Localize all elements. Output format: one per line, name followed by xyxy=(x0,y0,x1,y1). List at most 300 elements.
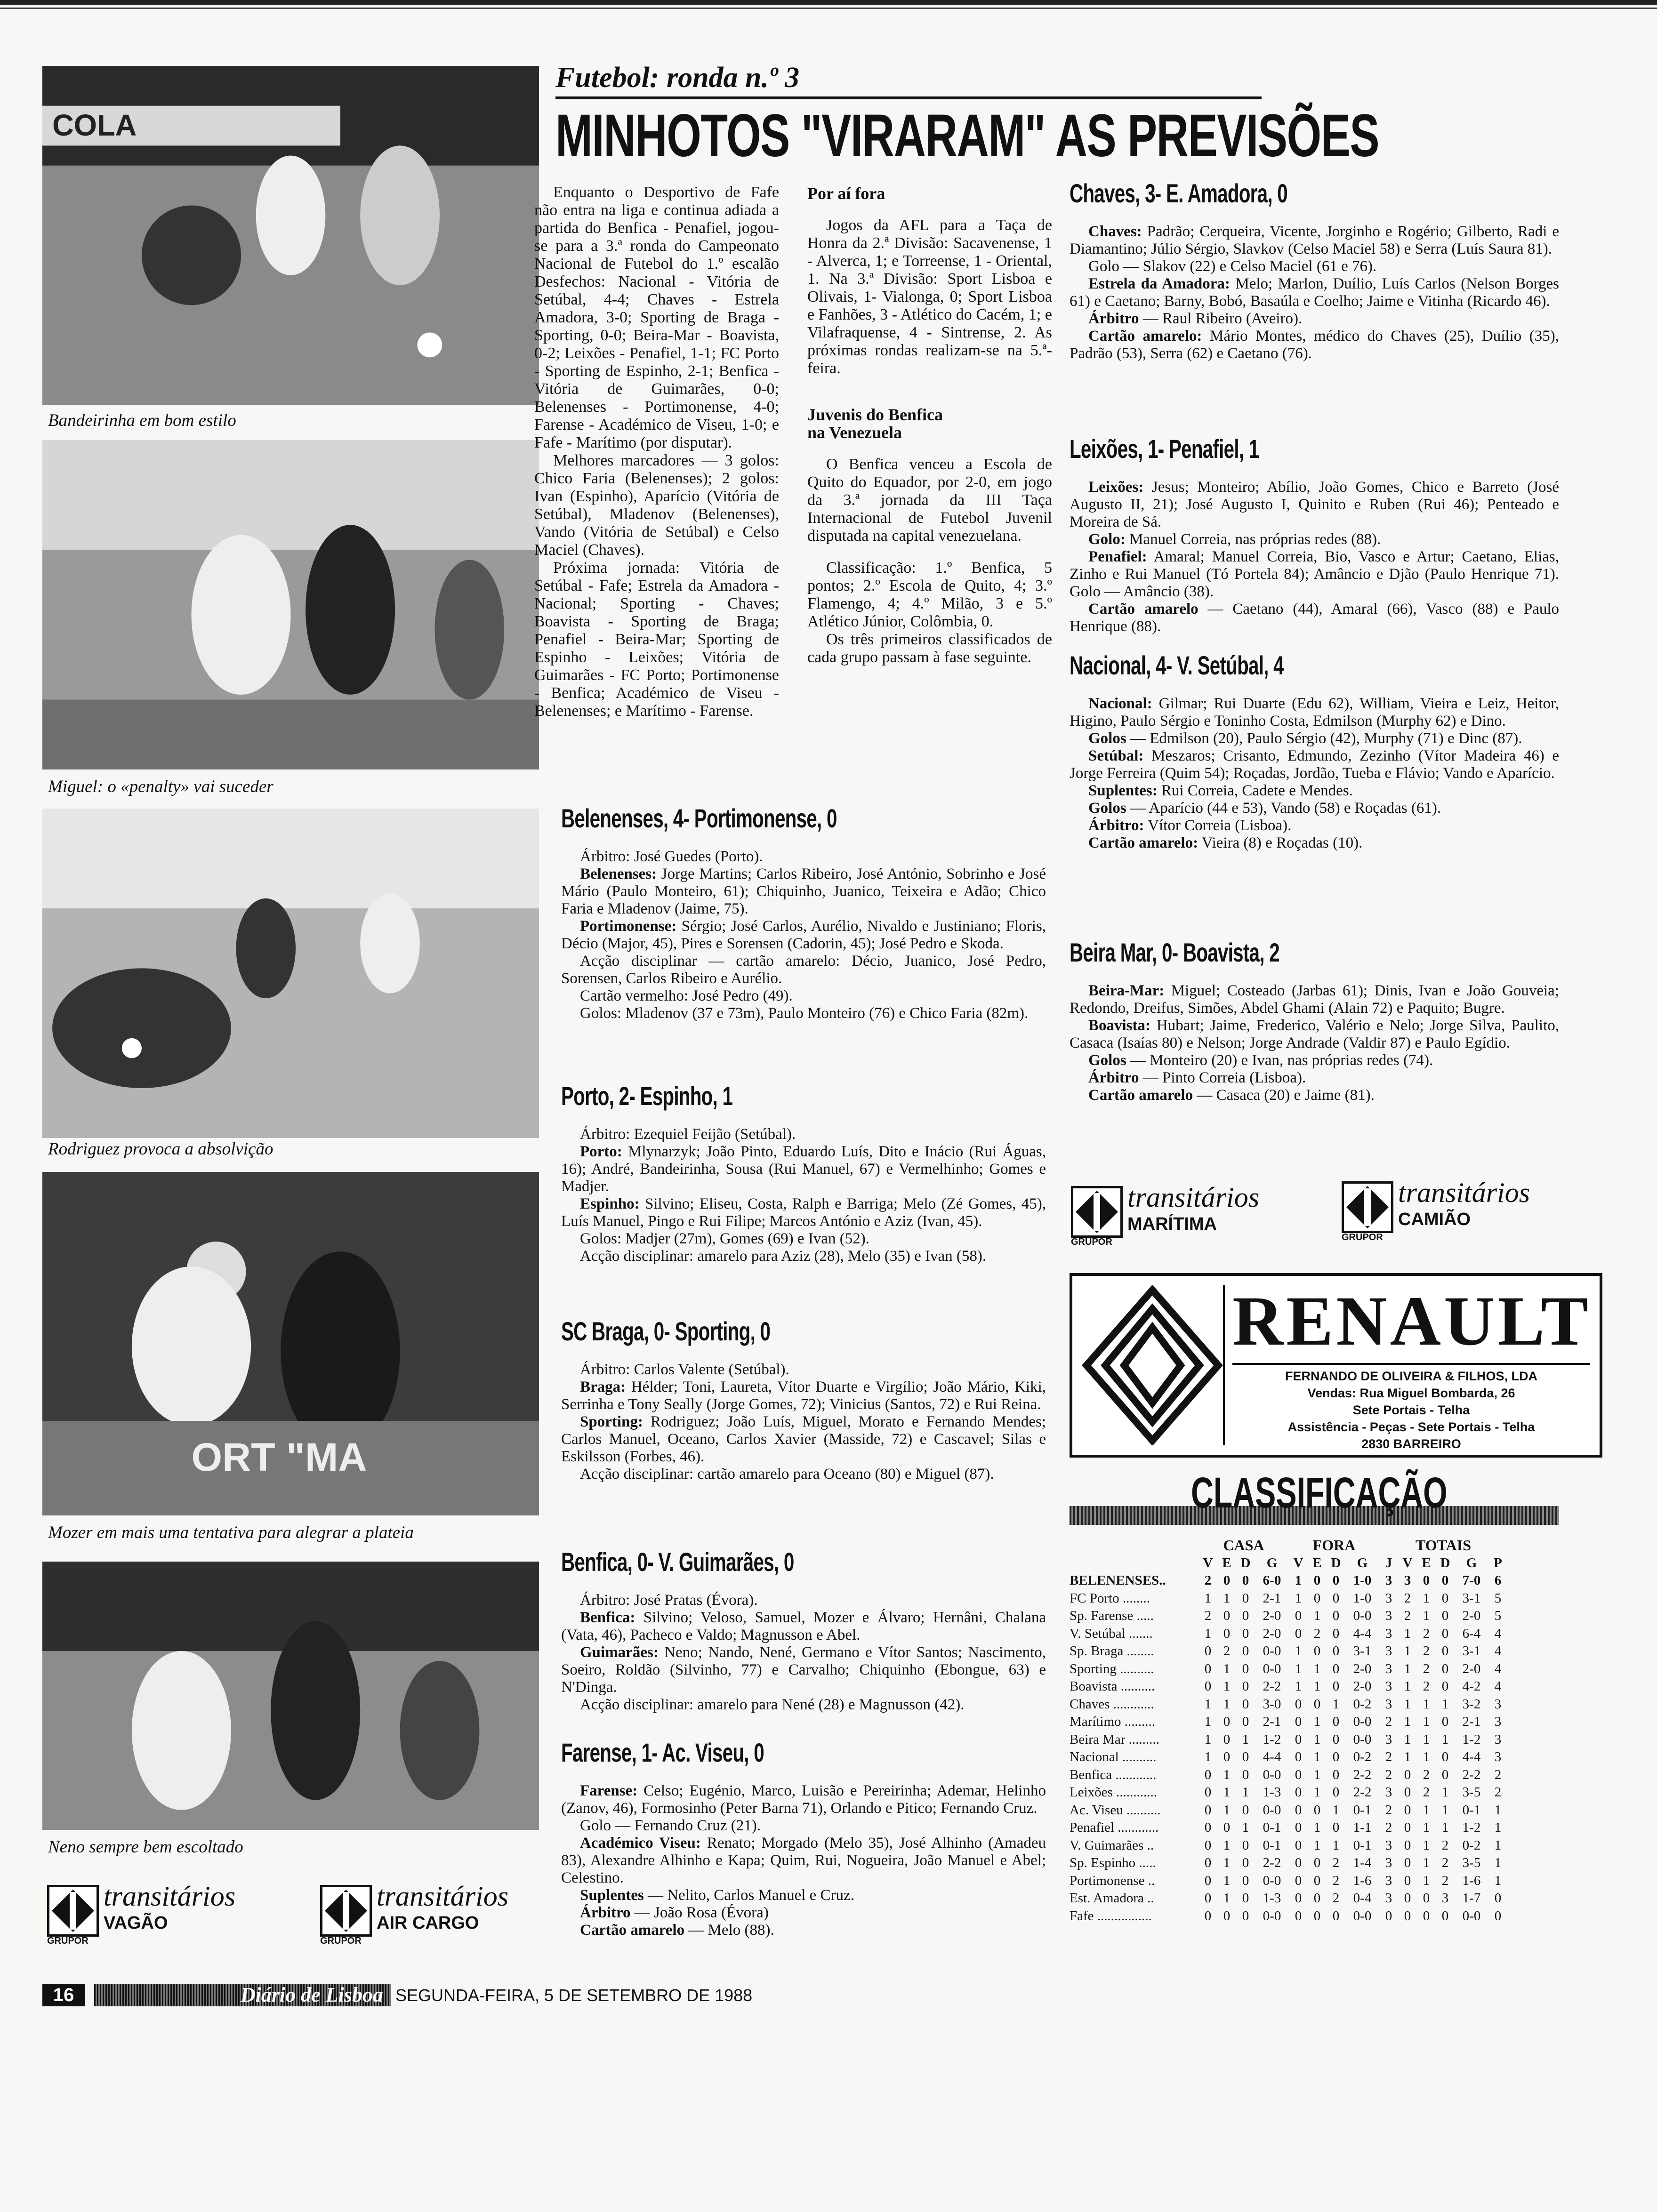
standings-cell: 0 xyxy=(1204,1643,1212,1659)
standings-cell: 2-2 xyxy=(1263,1679,1281,1694)
match-report xyxy=(1070,938,1559,1104)
standings-cell: 0-0 xyxy=(1353,1731,1372,1747)
standings-cell: 1 xyxy=(1223,1661,1231,1676)
match-line-text: Neno; Nando, Nené, Germano e Vítor Santos; Nascimento, Soeiro, Roldão (Silvinho, 77) e Carvalho; Chiquinho (Ebongue, 63) e N'Dinga. xyxy=(561,1644,1046,1696)
match-line xyxy=(561,987,1046,1005)
match-line xyxy=(1070,275,1559,310)
ad-service: CAMIÃO xyxy=(1398,1210,1471,1229)
standings-cell: 0 xyxy=(1404,1820,1411,1835)
standings-cell: 1-3 xyxy=(1263,1891,1281,1906)
match-line-text: — Aparício (44 e 53), Vando (58) e Roçadas (61). xyxy=(1126,800,1441,817)
match-line-text: Árbitro: José Guedes (Porto). xyxy=(580,848,763,865)
match-line-label: Portimonense: xyxy=(580,918,677,935)
match-line-label: Cartão amarelo xyxy=(580,1922,685,1939)
match-line xyxy=(1070,328,1559,362)
standings-cell: V. Guimarães .. xyxy=(1070,1837,1154,1853)
standings-cell: 0 xyxy=(1313,1908,1321,1923)
standings-cell: 2 xyxy=(1494,1767,1502,1782)
standings-cell: 3 xyxy=(1385,1626,1392,1641)
standings-cell: 1 xyxy=(1332,1837,1340,1853)
standings-cell: 1-4 xyxy=(1353,1855,1372,1870)
match-line-text: Renato; Morgado (Melo 35), José Alhinho (Amadeu 83), Alexandre Alhinho e Kapa; Quim, Rui, Nogueira, João Manuel e Abel; Celestino. xyxy=(561,1835,1046,1886)
match-line xyxy=(561,1887,1046,1904)
match-report xyxy=(561,1081,1046,1265)
match-line xyxy=(1070,223,1559,258)
match-line-label: Penafiel: xyxy=(1088,548,1147,565)
standings-cell: 4 xyxy=(1494,1626,1502,1641)
match-line-text: Golos: Mladenov (37 e 73m), Paulo Monteiro (76) e Chico Faria (82m). xyxy=(580,1005,1029,1022)
standings-cell: 0 xyxy=(1295,1696,1302,1712)
match-line-text: Silvino; Eliseu, Costa, Ralph e Barriga; Melo (Zé Gomes, 45), Luís Manuel, Pingo e Rui Filipe; Marcos António e Aziz (Ivan, 45). xyxy=(561,1195,1046,1230)
standings-cell: 3 xyxy=(1385,1731,1392,1747)
page-headline: MINHOTOS "VIRARAM" AS PREVISÕES xyxy=(555,102,1379,169)
standings-cell: 0 xyxy=(1404,1855,1411,1870)
match-report xyxy=(561,1547,1046,1714)
caption-4: Mozer em mais uma tentativa para alegrar a plateia xyxy=(48,1523,414,1542)
match-line-text: — João Rosa (Évora) xyxy=(630,1904,769,1921)
standings-col-header: E xyxy=(1422,1555,1431,1571)
standings-row xyxy=(1070,1731,1507,1749)
standings-cell: 0 xyxy=(1242,1891,1249,1906)
match-line xyxy=(561,1230,1046,1248)
match-line xyxy=(1070,531,1559,548)
match-line xyxy=(561,1413,1046,1466)
standings-col-header: V xyxy=(1203,1555,1213,1571)
standings-cell: 1 xyxy=(1313,1661,1321,1676)
standings-cell: 0-0 xyxy=(1353,1608,1372,1623)
standings-cell: 2-2 xyxy=(1353,1767,1372,1782)
standings-cell: 0 xyxy=(1404,1908,1411,1923)
standings-cell: 2 xyxy=(1423,1679,1430,1694)
standings-cell: 1 xyxy=(1313,1714,1321,1729)
standings-cell: 0 xyxy=(1223,1908,1231,1923)
standings-cell: 0 xyxy=(1441,1679,1449,1694)
photo-1-sign: COLA xyxy=(52,109,137,143)
standings-cell: 0 xyxy=(1332,1679,1340,1694)
standings-cell: 1 xyxy=(1313,1731,1321,1747)
standings-cell: 0 xyxy=(1332,1573,1340,1588)
match-title: Nacional, 4- V. Setúbal, 4 xyxy=(1070,650,1284,680)
match-line-label: Suplentes: xyxy=(1088,782,1158,799)
standings-cell: 3 xyxy=(1494,1731,1502,1747)
standings-cell: 1 xyxy=(1441,1820,1449,1835)
match-line-label: Benfica: xyxy=(580,1609,635,1626)
standings-cell: 0 xyxy=(1295,1837,1302,1853)
match-line xyxy=(1070,601,1559,635)
standings-cell: Nacional .......... xyxy=(1070,1749,1157,1764)
standings-cell: 2 xyxy=(1204,1573,1212,1588)
standings-cell: 0 xyxy=(1441,1767,1449,1782)
match-line xyxy=(561,1126,1046,1143)
standings-cell: 0 xyxy=(1242,1696,1249,1712)
standings-cell: 2 xyxy=(1423,1626,1430,1641)
match-line xyxy=(1070,730,1559,747)
standings-cell: 0 xyxy=(1295,1855,1302,1870)
standings-cell: 1 xyxy=(1223,1837,1231,1853)
ad-brand: transitários xyxy=(104,1881,236,1912)
standings-cell: Penafiel ............ xyxy=(1070,1820,1159,1835)
match-line-text: Padrão; Cerqueira, Vicente, Jorginho e Rogério; Gilberto, Radi e Diamantino; Júlio Sérgio, Slavkov (Celso Maciel 58) e Serra (Luís Saura 81). xyxy=(1070,223,1559,257)
standings-subheader xyxy=(1070,1555,1507,1572)
standings-cell: 0 xyxy=(1242,1714,1249,1729)
standings-cell: 0-0 xyxy=(1263,1643,1281,1659)
standings-cell: 1 xyxy=(1313,1837,1321,1853)
match-line xyxy=(1070,258,1559,275)
standings-row xyxy=(1070,1907,1507,1925)
standings-cell: 0 xyxy=(1332,1661,1340,1676)
standings-cell: 1 xyxy=(1204,1731,1212,1747)
standings-cell: 0-1 xyxy=(1353,1802,1372,1818)
standings-cell: 0 xyxy=(1404,1767,1411,1782)
renault-diamond-icon xyxy=(1082,1285,1225,1445)
standings-row xyxy=(1070,1607,1507,1625)
standings-cell: 3 xyxy=(1385,1785,1392,1800)
standings-cell: 0 xyxy=(1242,1590,1249,1606)
standings-col-header: V xyxy=(1402,1555,1413,1571)
standings-cell: 0 xyxy=(1313,1696,1321,1712)
standings-cell: 0 xyxy=(1404,1873,1411,1888)
standings-cell: 0 xyxy=(1295,1820,1302,1835)
standings-cell: 3-0 xyxy=(1263,1696,1281,1712)
match-line-text: Mlynarzyk; João Pinto, Eduardo Luís, Dito e Inácio (Rui Águas, 16); André, Bandeirinha, Sousa (Rui Manuel, 67) e Vermelhinho; Gomes e Madjer. xyxy=(561,1143,1046,1195)
standings-cell: 0-2 xyxy=(1353,1749,1372,1764)
match-lines xyxy=(1070,695,1559,852)
renault-name: RENAULT xyxy=(1232,1282,1591,1360)
standings-cell: 1 xyxy=(1223,1855,1231,1870)
standings-cell: 0 xyxy=(1441,1626,1449,1641)
match-line-label: Académico Viseu: xyxy=(580,1835,701,1851)
match-line-text: — Casaca (20) e Jaime (81). xyxy=(1193,1087,1375,1104)
standings-cell: Portimonense .. xyxy=(1070,1873,1155,1888)
standings-cell: 2 xyxy=(1423,1767,1430,1782)
standings-cell: 1-0 xyxy=(1353,1573,1372,1588)
match-line xyxy=(1070,800,1559,817)
standings-cell: 0 xyxy=(1242,1608,1249,1623)
match-line-text: Árbitro: Carlos Valente (Setúbal). xyxy=(580,1361,789,1378)
match-line-text: Amaral; Manuel Correia, Bio, Vasco e Artur; Caetano, Elias, Zinho e Rui Manuel (Tó Portela 84); Amâncio e Djão (Paulo Henrique 71). Golo — Amâncio (38). xyxy=(1070,548,1559,600)
standings-cell: Sp. Braga ........ xyxy=(1070,1643,1154,1659)
standings-cell: 1 xyxy=(1242,1785,1249,1800)
intro-paragraph: Melhores marcadores — 3 golos: Chico Faria (Belenenses); 2 golos: Ivan (Espinho), Aparício (Vitória de Setúbal), Mladenov (Belenenses), Vando (Vitória de Setúbal) e Celso Maciel (Chaves). xyxy=(534,452,779,559)
ad-service: MARÍTIMA xyxy=(1127,1214,1217,1234)
match-line-text: Jorge Martins; Carlos Ribeiro, José António, Sobrinho e José Mário (Paulo Monteiro, 61); Chiquinho, Juanico, Teixeira e Adão; Chico Faria e Mladenov (Jaime, 75). xyxy=(561,866,1046,917)
standings-cell: 0 xyxy=(1295,1908,1302,1923)
standings-cell: 0 xyxy=(1441,1714,1449,1729)
match-line xyxy=(561,1835,1046,1887)
match-line-label: Árbitro xyxy=(1088,310,1139,327)
standings-cell: 2 xyxy=(1404,1608,1411,1623)
match-report xyxy=(561,1738,1046,1939)
standings-cell: 0 xyxy=(1242,1908,1249,1923)
match-line xyxy=(561,953,1046,987)
standings-cell: 7-0 xyxy=(1462,1573,1481,1588)
standings-cell: 0 xyxy=(1242,1626,1249,1641)
standings-row xyxy=(1070,1784,1507,1802)
standings-cell: 1-2 xyxy=(1263,1731,1281,1747)
standings-cell: 1 xyxy=(1223,1873,1231,1888)
standings-cell: 0-0 xyxy=(1462,1908,1481,1923)
match-line-text: Hubart; Jaime, Frederico, Valério e Nelo; Jorge Silva, Paulito, Casaca (Isaías 80) e Nelson; Jorge Andrade (Valdir 87) e Paulo Egídio. xyxy=(1070,1017,1559,1051)
standings-row xyxy=(1070,1643,1507,1660)
standings-cell: 0 xyxy=(1295,1749,1302,1764)
standings-cell: 4-4 xyxy=(1353,1626,1372,1641)
standings-cell: 0 xyxy=(1295,1873,1302,1888)
match-report xyxy=(561,1316,1046,1483)
standings-cell: 2-0 xyxy=(1462,1608,1481,1623)
match-line-text: — Nelito, Carlos Manuel e Cruz. xyxy=(643,1887,854,1904)
standings-cell: 3-2 xyxy=(1462,1696,1481,1712)
standings-cell: 0 xyxy=(1242,1661,1249,1676)
page-footer xyxy=(42,1984,1102,2006)
group-totais: TOTAIS xyxy=(1416,1537,1471,1554)
standings-cell: 0 xyxy=(1385,1908,1392,1923)
top-rule-thin xyxy=(0,8,1657,9)
standings-cell: 2-0 xyxy=(1353,1661,1372,1676)
standings-cell: 1 xyxy=(1313,1608,1321,1623)
standings-cell: 1 xyxy=(1223,1590,1231,1606)
standings-row xyxy=(1070,1678,1507,1696)
standings-cell: 0 xyxy=(1295,1802,1302,1818)
match-line-label: Belenenses: xyxy=(580,866,657,882)
standings-cell: 2-0 xyxy=(1353,1679,1372,1694)
standings-cell: 2 xyxy=(1332,1873,1340,1888)
standings-cell: 1 xyxy=(1494,1837,1502,1853)
match-report xyxy=(1070,650,1559,852)
standings-cell: 0-1 xyxy=(1353,1837,1372,1853)
standings-cell: 1 xyxy=(1441,1785,1449,1800)
standings-cell: 0 xyxy=(1441,1749,1449,1764)
standings-cell: 1 xyxy=(1423,1714,1430,1729)
renault-postal: 2830 BARREIRO xyxy=(1361,1437,1461,1451)
match-line-text: — Edmilson (20), Paulo Sérgio (42), Murphy (71) e Dinc (87). xyxy=(1126,730,1522,747)
standings-cell: 0 xyxy=(1332,1643,1340,1659)
match-line xyxy=(1070,1017,1559,1052)
match-line xyxy=(561,1644,1046,1696)
match-line-text: Silvino; Veloso, Samuel, Mozer e Álvaro; Hernâni, Chalana (Vata, 46), Pacheco e Valdo; Magnusson e Abel. xyxy=(561,1609,1046,1643)
standings-cell: 1 xyxy=(1313,1767,1321,1782)
standings-cell: 1 xyxy=(1242,1820,1249,1835)
match-line xyxy=(561,866,1046,918)
standings-cell: 1 xyxy=(1441,1802,1449,1818)
match-line xyxy=(561,1195,1046,1230)
match-line-label: Árbitro: xyxy=(1088,817,1144,834)
match-lines xyxy=(561,848,1046,1022)
standings-cell: 2 xyxy=(1404,1590,1411,1606)
match-line-label: Guimarães: xyxy=(580,1644,659,1661)
standings-cell: 5 xyxy=(1494,1608,1502,1623)
standings-cell: 4-4 xyxy=(1462,1749,1481,1764)
standings-cell: 0 xyxy=(1295,1891,1302,1906)
standings-cell: Beira Mar ......... xyxy=(1070,1731,1159,1747)
match-line-label: Setúbal: xyxy=(1088,747,1144,764)
match-title: Farense, 1- Ac. Viseu, 0 xyxy=(561,1738,764,1767)
masthead: Diário de Lisboa xyxy=(94,1984,391,2006)
standings-cell: 0 xyxy=(1295,1785,1302,1800)
match-line xyxy=(561,1248,1046,1265)
photo-5 xyxy=(42,1562,539,1830)
match-line-text: Celso; Eugénio, Marco, Luisão e Pereirinha; Ademar, Helinho (Zanov, 46), Formosinho (Peter Barna 71), Orlando e Pitico; Fernando Cruz. xyxy=(561,1782,1046,1817)
standings-cell: 0-0 xyxy=(1353,1714,1372,1729)
standings-cell: 1 xyxy=(1423,1608,1430,1623)
page-number: 16 xyxy=(42,1984,85,2006)
standings-cell: 0 xyxy=(1441,1643,1449,1659)
standings-cell: 0 xyxy=(1313,1573,1321,1588)
standings-cell: 0 xyxy=(1332,1608,1340,1623)
standings-cell: 1 xyxy=(1204,1696,1212,1712)
match-line-text: Jesus; Monteiro; Abílio, João Gomes, Chico e Barreto (José Augusto II, 21); José Augusto I, Quinito e Ruben (Rui 46); Penteado e Moreira de Sá. xyxy=(1070,479,1559,530)
standings-cell: 1 xyxy=(1494,1802,1502,1818)
standings-cell: 2 xyxy=(1385,1749,1392,1764)
match-line xyxy=(561,848,1046,866)
standings-cell: 0 xyxy=(1332,1767,1340,1782)
match-line-label: Espinho: xyxy=(580,1195,640,1212)
standings-cell: 1 xyxy=(1423,1802,1430,1818)
standings-cell: 3 xyxy=(1404,1573,1411,1588)
match-line-label: Árbitro xyxy=(580,1904,631,1921)
standings-row xyxy=(1070,1854,1507,1872)
standings-cell: 0 xyxy=(1332,1785,1340,1800)
standings-cell: 3 xyxy=(1385,1696,1392,1712)
standings-cell: 3-5 xyxy=(1462,1785,1481,1800)
standings-cell: 1 xyxy=(1441,1696,1449,1712)
standings-cell: 0 xyxy=(1204,1661,1212,1676)
standings-cell: 5 xyxy=(1494,1590,1502,1606)
standings-cell: FC Porto ........ xyxy=(1070,1590,1150,1606)
juvenis-text: Os três primeiros classificados de cada grupo passam à fase seguinte. xyxy=(807,631,1052,666)
standings-cell: 1-2 xyxy=(1462,1731,1481,1747)
standings-cell: Chaves ............ xyxy=(1070,1696,1154,1712)
standings-cell: 3 xyxy=(1385,1837,1392,1853)
standings-col-header: J xyxy=(1385,1555,1392,1571)
match-line-label: Cartão amarelo xyxy=(1088,601,1199,617)
standings-cell: 1 xyxy=(1204,1590,1212,1606)
match-line xyxy=(1070,548,1559,601)
match-line xyxy=(561,1005,1046,1022)
ad-renault xyxy=(1070,1273,1602,1458)
match-line-text: Sérgio; José Carlos, Aurélio, Nivaldo e Justiniano; Floris, Décio (Major, 45), Pires e Sorensen (Cadorin, 45); José Pedro e Skoda. xyxy=(561,918,1046,952)
standings-cell: 1-3 xyxy=(1263,1785,1281,1800)
standings-cell: 1 xyxy=(1404,1696,1411,1712)
match-line-label: Braga: xyxy=(580,1378,626,1395)
standings-cell: 0-0 xyxy=(1263,1873,1281,1888)
match-line xyxy=(1070,1052,1559,1069)
match-line-text: Vieira (8) e Roçadas (10). xyxy=(1198,834,1363,851)
standings-cell: 0 xyxy=(1204,1837,1212,1853)
standings-cell: 2-1 xyxy=(1462,1714,1481,1729)
match-line-label: Árbitro xyxy=(1088,1069,1139,1086)
standings-cell: 1 xyxy=(1313,1820,1321,1835)
standings-cell: 0-2 xyxy=(1353,1696,1372,1712)
standings-cell: 2-2 xyxy=(1263,1855,1281,1870)
standings-cell: 2 xyxy=(1332,1891,1340,1906)
intro-paragraph: Próxima jornada: Vitória de Setúbal - Fafe; Estrela da Amadora - Nacional; Sporting - Chaves; Boavista - Sporting de Braga; Penafiel - Beira-Mar; Sporting de Espinho - Leixões; Vitória de Guimarães - FC Porto; Portimonense - Benfica; Académico de Viseu - Belenenses; e Marítimo - Farense. xyxy=(534,559,779,720)
standings-cell: 1 xyxy=(1494,1873,1502,1888)
standings-cell: 0-1 xyxy=(1263,1820,1281,1835)
standings-cell: 4 xyxy=(1494,1679,1502,1694)
match-lines xyxy=(1070,479,1559,635)
standings-cell: 4-2 xyxy=(1462,1679,1481,1694)
juvenis-title: Juvenis do Benfica na Venezuela xyxy=(807,405,943,442)
standings-cell: 2 xyxy=(1441,1855,1449,1870)
photo-3 xyxy=(42,809,539,1138)
standings-cell: 0 xyxy=(1404,1891,1411,1906)
match-report xyxy=(561,803,1046,1022)
group-fora: FORA xyxy=(1312,1537,1356,1554)
standings-cell: 1 xyxy=(1404,1679,1411,1694)
standings-cell: 1 xyxy=(1204,1749,1212,1764)
standings-cell: 1-0 xyxy=(1353,1590,1372,1606)
match-line xyxy=(561,1817,1046,1835)
standings-cell: 3-1 xyxy=(1462,1590,1481,1606)
match-line-text: Rui Correia, Cadete e Mendes. xyxy=(1157,782,1353,799)
standings-cell: 1 xyxy=(1223,1802,1231,1818)
standings-cell: Marítimo ......... xyxy=(1070,1714,1156,1729)
standings-cell: 2-1 xyxy=(1263,1590,1281,1606)
match-line-text: Acção disciplinar: cartão amarelo para Oceano (80) e Miguel (87). xyxy=(580,1466,994,1483)
standings-cell: Est. Amadora .. xyxy=(1070,1891,1154,1906)
standings-cell: 1 xyxy=(1404,1661,1411,1676)
match-line-label: Golos xyxy=(1088,800,1126,817)
standings-cell: 6-0 xyxy=(1263,1573,1281,1588)
standings-cell: 1 xyxy=(1332,1802,1340,1818)
match-line-label: Beira-Mar: xyxy=(1088,982,1165,999)
grupor-logo-icon xyxy=(320,1885,372,1937)
match-line xyxy=(1070,1069,1559,1087)
match-line-label: Sporting: xyxy=(580,1413,643,1430)
match-line-text: Árbitro: José Pratas (Évora). xyxy=(580,1592,758,1609)
standings-cell: 1 xyxy=(1423,1731,1430,1747)
standings-cell: 2 xyxy=(1385,1714,1392,1729)
match-line-text: — Raul Ribeiro (Aveiro). xyxy=(1139,310,1303,327)
match-line-text: Rodriguez; João Luís, Miguel, Morato e Fernando Mendes; Carlos Manuel, Oceano, Carlos Xavier (Masside, 72) e Cascavel; Silas e Eskilsson (Forbes, 46). xyxy=(561,1413,1046,1465)
standings-cell: 1 xyxy=(1295,1661,1302,1676)
match-line xyxy=(561,1143,1046,1195)
standings-cell: 1-6 xyxy=(1353,1873,1372,1888)
standings-cell: 1 xyxy=(1223,1696,1231,1712)
match-line xyxy=(561,1466,1046,1483)
match-line xyxy=(561,1904,1046,1922)
photo-4 xyxy=(42,1172,539,1515)
standings-cell: 0 xyxy=(1223,1714,1231,1729)
standings-cell: 2-0 xyxy=(1263,1626,1281,1641)
match-line-label: Golos xyxy=(1088,730,1126,747)
standings-row xyxy=(1070,1713,1507,1731)
standings-cell: 1 xyxy=(1404,1643,1411,1659)
match-line-text: Vítor Correia (Lisboa). xyxy=(1144,817,1292,834)
match-line-text: Manuel Correia, nas próprias redes (88). xyxy=(1125,531,1381,548)
standings-cell: 0 xyxy=(1404,1785,1411,1800)
standings-cell: 0 xyxy=(1441,1573,1449,1588)
standings-cell: 2 xyxy=(1441,1837,1449,1853)
standings-cell: 1 xyxy=(1404,1626,1411,1641)
standings-col-header: G xyxy=(1357,1555,1368,1571)
ad-service: AIR CARGO xyxy=(377,1913,479,1933)
match-line-text: Golos: Madjer (27m), Gomes (69) e Ivan (52). xyxy=(580,1230,869,1247)
standings-cell: 0 xyxy=(1223,1608,1231,1623)
standings-cell: 1 xyxy=(1423,1696,1430,1712)
standings-cell: 3 xyxy=(1494,1696,1502,1712)
match-line-label: Golos xyxy=(1088,1052,1126,1069)
ad-group: GRUPOR xyxy=(320,1936,362,1946)
standings-row xyxy=(1070,1819,1507,1837)
match-line-label: Estrela da Amadora: xyxy=(1088,275,1230,292)
match-line-text: — Monteiro (20) e Ivan, nas próprias redes (74). xyxy=(1126,1052,1433,1069)
standings-group-header xyxy=(1070,1537,1507,1555)
standings-cell: 0 xyxy=(1242,1802,1249,1818)
standings-cell: 0 xyxy=(1242,1679,1249,1694)
caption-3: Rodriguez provoca a absolvição xyxy=(48,1139,273,1159)
standings-cell: 0 xyxy=(1313,1643,1321,1659)
